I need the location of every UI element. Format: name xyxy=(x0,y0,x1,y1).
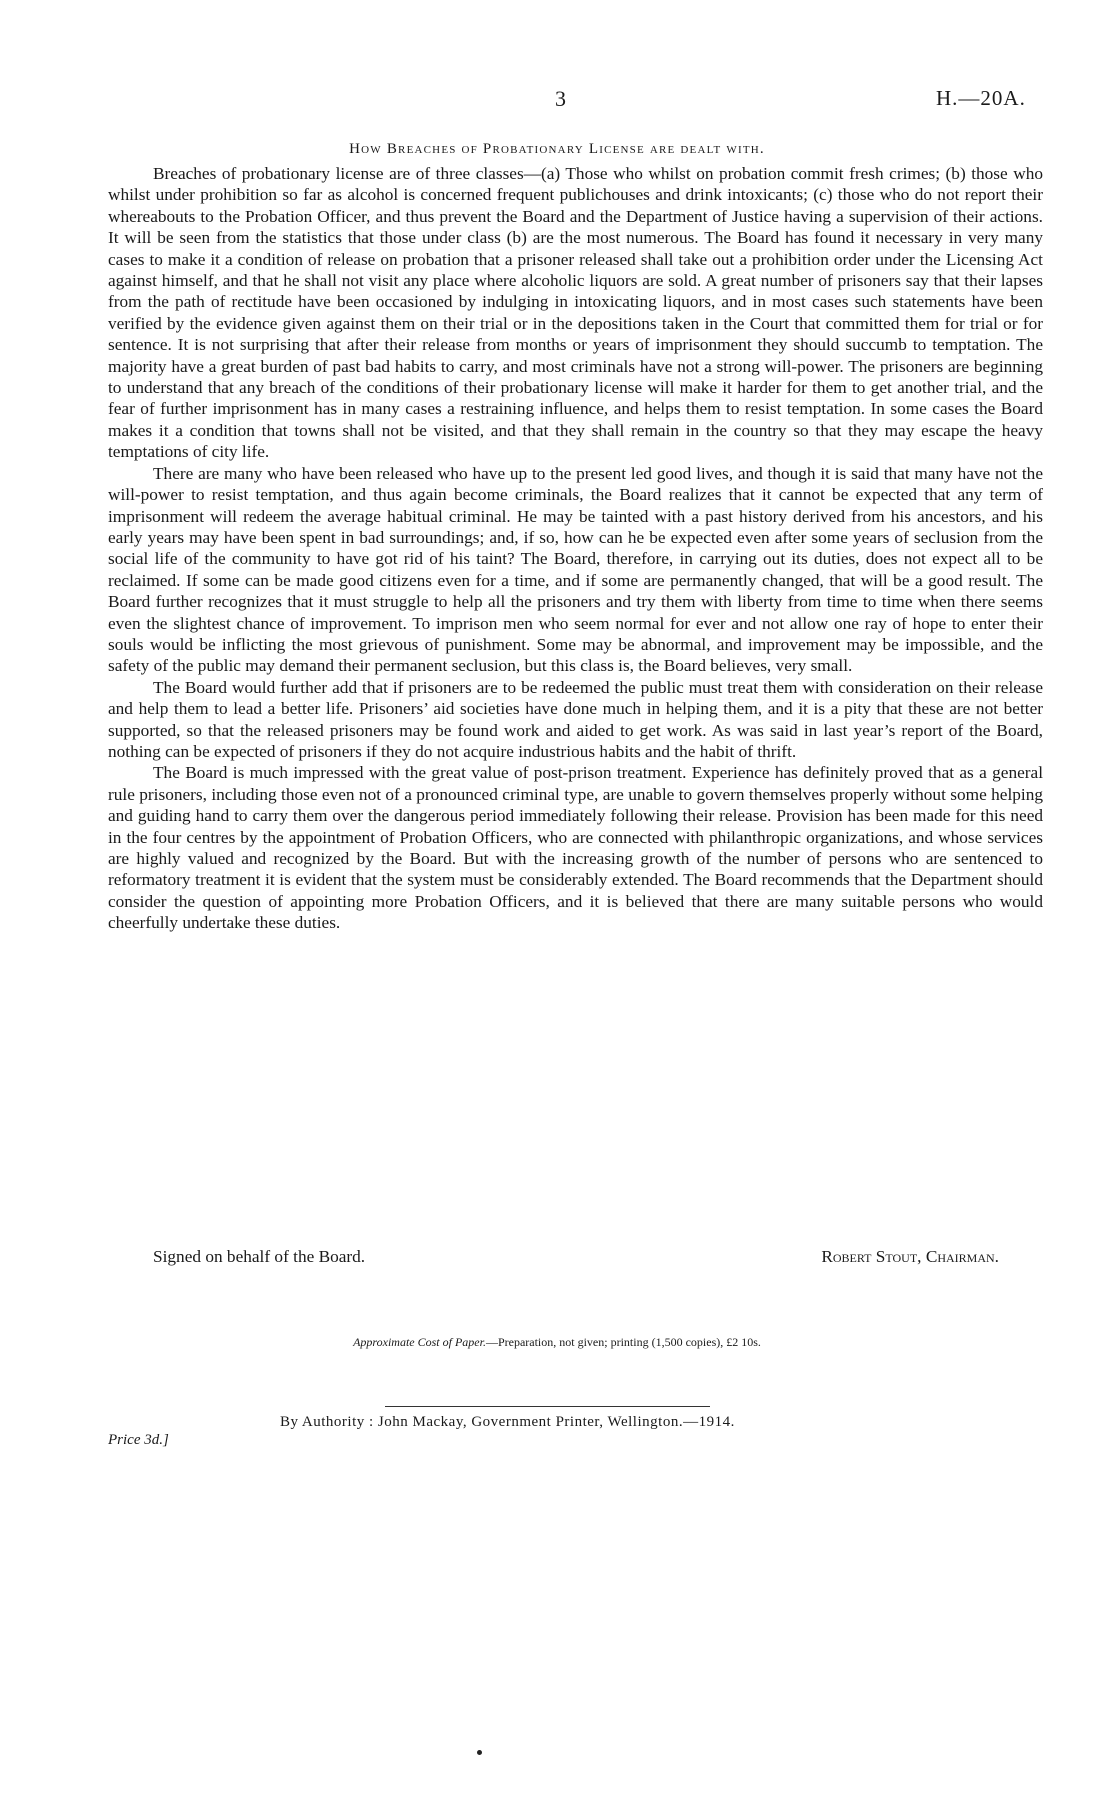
price-label: Price 3d.] xyxy=(108,1432,169,1448)
section-heading: How Breaches of Probationary License are dealt with. xyxy=(349,141,765,157)
print-speck xyxy=(477,1750,482,1755)
page-reference: H.—20A. xyxy=(936,86,1026,110)
paragraph-post-prison: The Board is much impressed with the great value of post-prison treatment. Experience has definitely proved that as a general rule prisoners, including those even not of a pronounced criminal type, are unable to govern themselves properly without some helping and guiding hand to carry them over the dangerous period immediately following their release. Provision has been made for this need in the four centres by the appointment of Probation Officers, who are connected with philanthropic organizations, and whose services are highly valued and recognized by the Board. But with the increasing growth of the number of persons who are sentenced to reformatory treatment it is evident that the system must be considerably extended. The Board recommends that the Department should consider the question of appointing more Probation Officers, and it is believed that there are many suitable persons who would cheerfully undertake these duties. xyxy=(108,763,1043,933)
paragraph-breaches: Breaches of probationary license are of three classes—(a) Those who whilst on probation commit fresh crimes; (b) those who whilst under prohibition so far as alcohol is concerned frequent publichouses and drink intoxicants; (c) those who do not report their whereabouts to the Probation Officer, and thus prevent the Board and the Department of Justice having a supervision of their actions. It will be seen from the statistics that those under class (b) are the most numerous. The Board has found it necessary in very many cases to make it a condition of release on probation that a prisoner released shall take out a prohibition order under the Licensing Act against himself, and that he shall not visit any place where alcoholic liquors are sold. A great number of prisoners say that their lapses from the path of rectitude have been occasioned by indulging in intoxicating liquors, and in most cases such statements have been verified by the evidence given against them on their trial or in the depositions taken in the Court that committed them for trial or for sentence. It is not surprising that after their release from months or years of imprisonment they should succumb to temptation. The majority have a great burden of past bad habits to carry, and most criminals have not a strong will-power. The prisoners are beginning to understand that any breach of the conditions of their probationary license will make it harder for them to get another trial, and the fear of further imprisonment has in many cases a restraining influence, and helps them to resist temptation. In some cases the Board makes it a condition that towns shall not be visited, and that they shall remain in the country so that they may escape the heavy temptations of city life. xyxy=(108,164,1043,462)
cost-label: Approximate Cost of Paper. xyxy=(353,1335,486,1349)
paragraph-released: There are many who have been released who have up to the present led good lives, and though it is said that many have not the will-power to resist temptation, and thus again become criminals, the Board realizes that it cannot be expected that any term of imprisonment will redeem the average habitual criminal. He may be tainted with a past history derived from his ancestors, and his early years may have been spent in bad surroundings; and, if so, how can he be expected even after some years of seclusion from the social life of the community to have got rid of his taint? The Board, therefore, in carrying out its duties, does not expect all to be reclaimed. If some can be made good citizens even for a time, and if some are permanently changed, that will be a good result. The Board further recognizes that it must struggle to help all the prisoners and try them with liberty from time to time when there seems even the slightest chance of improvement. To imprison men who seem normal for ever and not allow one ray of hope to enter their souls would be inflicting the most grievous of punishment. Some may be abnormal, and improvement may be impossible, and the safety of the public may demand their permanent seclusion, but this class is, the Board believes, very small. xyxy=(108,463,1043,676)
cost-value: —Preparation, not given; printing (1,500 copies), £2 10s. xyxy=(485,1335,761,1349)
page-number: 3 xyxy=(555,86,566,111)
signed-on-behalf: Signed on behalf of the Board. xyxy=(153,1247,366,1266)
paragraph-public: The Board would further add that if prisoners are to be redeemed the public must treat them with consideration on their release and help them to lead a better life. Prisoners’ aid societies have done much in helping them, and it is a pity that these are not better supported, so that the released prisoners may be found work and aided to get work. As was said in last year’s report of the Board, nothing can be expected of prisoners if they do not acquire industrious habits and the habit of thrift. xyxy=(108,677,1043,761)
footer-divider xyxy=(385,1406,710,1407)
printer-line: By Authority : John Mackay, Government Printer, Wellington.—1914. xyxy=(280,1414,735,1430)
chairman-signature: Robert Stout, Chairman. xyxy=(821,1247,999,1266)
cost-line xyxy=(0,1335,1114,1350)
body-text xyxy=(108,163,1043,934)
